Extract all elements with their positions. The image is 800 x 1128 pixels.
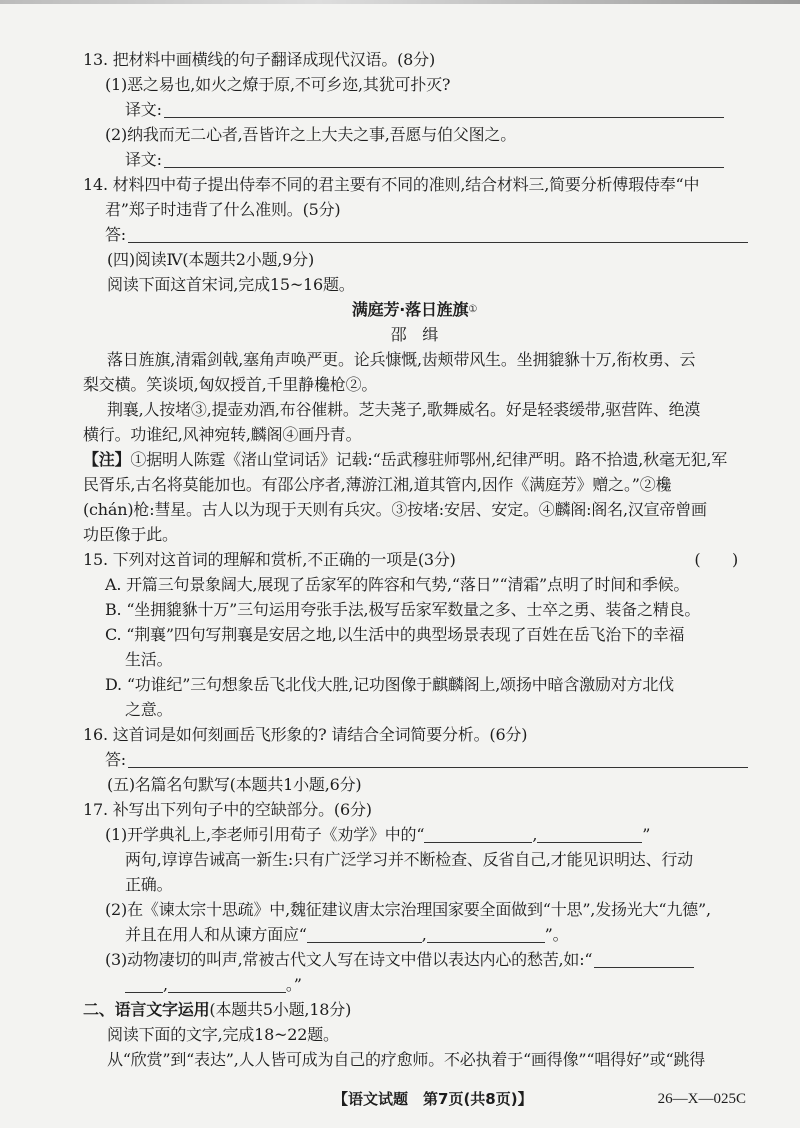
answer-bracket[interactable]: ( ) (694, 550, 738, 569)
q15-option-b: B. “坐拥貔貅十万”三句运用夸张手法,极写岳家军数量之多、士卒之勇、装备之精良。 (105, 600, 701, 619)
section4-heading: (四)阅读Ⅳ(本题共2小题,9分) (107, 250, 314, 269)
poem-line: 横行。功谁纪,风神宛转,麟阁④画丹青。 (83, 425, 362, 444)
q17-item-2: (2)在《谏太宗十思疏》中,魏征建议唐太宗治理国家要全面做到“十思”,发扬光大“九德”, (105, 900, 711, 919)
q14-answer[interactable] (83, 222, 783, 247)
poem-line: 荆襄,人按堵③,提壶劝酒,布谷催耕。芝夫荛子,歌舞威名。好是轻裘缓带,驱营阵、绝漠 (107, 400, 701, 419)
note-line: (chán)枪:彗星。古人以为现于天则有兵灾。③按堵:安居、安定。④麟阁:阁名,汉宣帝曾画 (83, 500, 707, 519)
q17-item-2-cont: 并且在用人和从谏方面应“ , ”。 (125, 925, 569, 944)
q17-item-1-cont: 两句,谆谆告诫高一新生:只有广泛学习并不断检查、反省自己,才能见识明达、行动 (125, 850, 693, 869)
fill-blank[interactable] (537, 826, 642, 843)
answer-line[interactable] (164, 151, 724, 168)
part2-text: 从“欣赏”到“表达”,人人皆可成为自己的疗愈师。不必执着于“画得像”“唱得好”或“跳得 (107, 1050, 706, 1069)
poem-line: 梨交横。笑谈顷,匈奴授首,千里静欃枪②。 (83, 375, 378, 394)
footer-label: 【语文试题 第7页(共8页)】 (333, 1090, 533, 1108)
q13-stem: 13. 把材料中画横线的句子翻译成现代汉语。(8分) (83, 50, 435, 69)
poem-line: 落日旌旗,清霜剑戟,塞角声唤严更。论兵慷慨,齿颊带风生。坐拥貔貅十万,衔枚勇、云 (107, 350, 696, 369)
translation-label: 译文: (125, 100, 162, 119)
scan-edge (0, 0, 800, 4)
q17-item-3: (3)动物凄切的叫声,常被古代文人写在诗文中借以表达内心的愁苦,如:“ (83, 947, 783, 972)
q15-option-d: D. “功谁纪”三句想象岳飞北伐大胜,记功图像于麒麟阁上,颂扬中暗含激励对方北伐 (105, 675, 674, 694)
note-line: 民胥乐,古名将莫能加也。有邵公序者,薄游江湘,道其管内,因作《满庭芳》赠之。”②欃 (83, 475, 672, 494)
answer-label: 答: (105, 750, 126, 769)
q15-option-c-cont: 生活。 (125, 650, 173, 669)
answer-label: 答: (105, 225, 126, 244)
answer-line[interactable] (164, 101, 724, 118)
part2-intro: 阅读下面的文字,完成18~22题。 (107, 1025, 339, 1044)
paper-code: 26—X—025C (657, 1091, 746, 1107)
fill-blank[interactable] (594, 951, 694, 968)
q16-stem: 16. 这首词是如何刻画岳飞形象的? 请结合全词简要分析。(6分) (83, 725, 528, 744)
answer-line[interactable] (128, 226, 748, 243)
q15-stem: 15. 下列对这首词的理解和赏析,不正确的一项是(3分) ( ) (83, 547, 746, 572)
section4-intro: 阅读下面这首宋词,完成15~16题。 (107, 275, 355, 294)
q14-stem-line1: 14. 材料四中荀子提出侍奉不同的君主要有不同的准则,结合材料三,简要分析傅瑕侍奉“中 (83, 175, 700, 194)
q17-item-1: (1)开学典礼上,李老师引用荀子《劝学》中的“ , ” (105, 825, 651, 844)
poem-author: 邵 缉 (390, 325, 439, 344)
q13-sentence-1: (1)恶之易也,如火之燎于原,不可乡迩,其犹可扑灭? (105, 75, 451, 94)
exam-page (83, 47, 783, 1072)
fill-blank[interactable] (168, 976, 286, 993)
fill-blank[interactable] (307, 926, 422, 943)
poem-title: 满庭芳·落日旌旗 ① (351, 300, 478, 319)
page-footer (83, 1088, 746, 1110)
note-line: 功臣像于此。 (83, 525, 178, 544)
translation-label: 译文: (125, 150, 162, 169)
q14-stem-line2: 君”郑子时违背了什么准则。(5分) (105, 200, 341, 219)
fill-blank[interactable] (424, 826, 532, 843)
note-line: 【注】 ①据明人陈霆《渚山堂词话》记载:“岳武穆驻师鄂州,纪律严明。路不拾遗,秋毫无犯,军 (83, 447, 783, 472)
q17-stem: 17. 补写出下列句子中的空缺部分。(6分) (83, 800, 372, 819)
note-label: 【注】 (83, 450, 131, 469)
q17-item-3-cont: , 。” (83, 972, 783, 997)
q16-answer[interactable] (83, 747, 783, 772)
q13-sentence-2: (2)纳我而无二心者,吾皆许之上大夫之事,吾愿与伯父图之。 (105, 125, 517, 144)
fill-blank[interactable] (125, 976, 163, 993)
q13-answer-1[interactable] (83, 97, 783, 122)
q15-option-d-cont: 之意。 (125, 700, 173, 719)
answer-line[interactable] (128, 751, 748, 768)
q17-item-1-end: 正确。 (125, 875, 173, 894)
part2-heading: 二、语言文字运用 (本题共5小题,18分) (83, 1000, 352, 1019)
section5-heading: (五)名篇名句默写(本题共1小题,6分) (107, 775, 362, 794)
fill-blank[interactable] (427, 926, 545, 943)
q15-option-c: C. “荆襄”四句写荆襄是安居之地,以生活中的典型场景表现了百姓在岳飞治下的幸福 (105, 625, 685, 644)
q15-option-a: A. 开篇三句景象阔大,展现了岳家军的阵容和气势,“落日”“清霜”点明了时间和季候。 (105, 575, 690, 594)
footnote-marker: ① (468, 303, 478, 315)
q13-answer-2[interactable] (83, 147, 783, 172)
